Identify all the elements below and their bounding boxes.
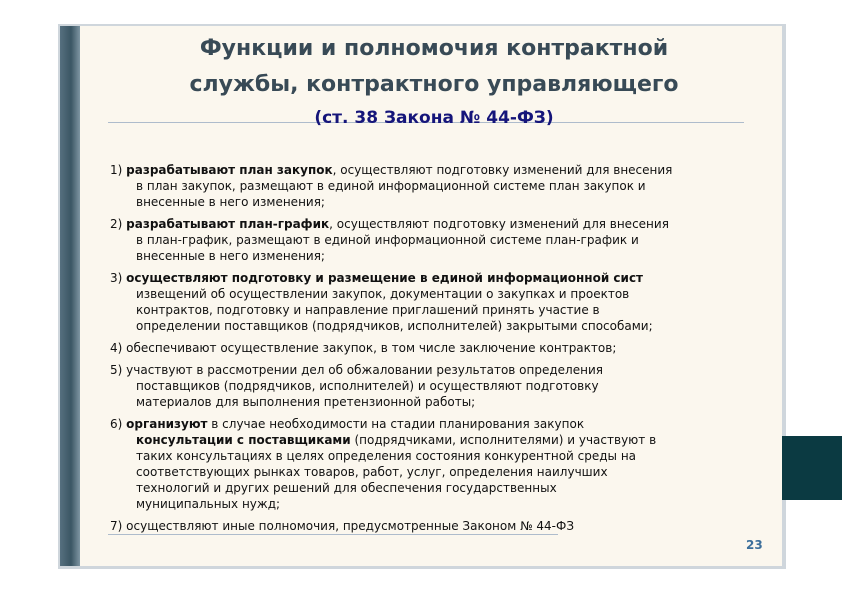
list-item — [110, 340, 842, 356]
list-item — [110, 216, 842, 264]
item-text: в случае необходимости на стадии планирования закупок — [207, 417, 585, 431]
item-number: 5) — [110, 363, 123, 377]
item-line: извещений об осуществлении закупок, документации о закупках и проектов — [136, 287, 630, 301]
item-text: (подрядчиками, исполнителями) и участвуют в — [350, 433, 657, 447]
item-line: соответствующих рынках товаров, работ, услуг, определения наилучших — [136, 465, 608, 479]
item-bold-text: организуют — [126, 417, 208, 431]
item-number: 2) — [110, 217, 123, 231]
item-bold-text: осуществляют подготовку и размещение в единой информационной сист — [126, 271, 644, 285]
item-number: 3) — [110, 271, 123, 285]
item-text: осуществляют иные полномочия, предусмотренные Законом № 44-ФЗ — [126, 519, 575, 533]
item-bold-text: консультации с поставщиками — [136, 433, 351, 447]
slide-subtitle: (ст. 38 Закона № 44-ФЗ) — [314, 108, 554, 128]
item-line: технологий и других решений для обеспечения государственных — [136, 481, 557, 495]
item-number: 6) — [110, 417, 123, 431]
item-number: 1) — [110, 163, 123, 177]
item-text: , осуществляют подготовку изменений для внесения — [329, 217, 669, 231]
item-line: внесенные в него изменения; — [136, 249, 325, 263]
item-line: муниципальных нужд; — [136, 497, 281, 511]
slide-title-line-2: службы, контрактного управляющего — [189, 72, 679, 97]
item-line: в план-график, размещают в единой информационной системе план-график и — [136, 233, 639, 247]
item-line: в план закупок, размещают в единой информационной системе план закупок и — [136, 179, 646, 193]
item-bold-text: разрабатывают план закупок — [126, 163, 333, 177]
slide-left-accent-bar — [60, 26, 80, 566]
item-line: контрактов, подготовку и направление приглашений принять участие в — [136, 303, 600, 317]
item-line: таких консультациях в целях определения состояния конкурентной среды на — [136, 449, 637, 463]
item-text: , осуществляют подготовку изменений для внесения — [332, 163, 673, 177]
item-line: поставщиков (подрядчиков, исполнителей) и осуществляют подготовку — [136, 379, 599, 393]
item-bold-text: разрабатывают план-график — [126, 217, 330, 231]
functions-list — [110, 162, 842, 540]
page-number: 23 — [746, 538, 763, 552]
list-item — [110, 270, 842, 334]
item-number: 7) — [110, 519, 123, 533]
footer-divider — [108, 534, 558, 535]
item-number: 4) — [110, 341, 123, 355]
slide-title-line-1: Функции и полномочия контрактной — [199, 36, 669, 61]
item-line: внесенные в него изменения; — [136, 195, 325, 209]
list-item — [110, 162, 842, 210]
item-text: обеспечивают осуществление закупок, в том числе заключение контрактов; — [126, 341, 617, 355]
item-line: материалов для выполнения претензионной работы; — [136, 395, 476, 409]
item-line: определении поставщиков (подрядчиков, исполнителей) закрытыми способами; — [136, 319, 653, 333]
list-item — [110, 362, 842, 410]
item-text: участвуют в рассмотрении дел об обжаловании результатов определения — [126, 363, 603, 377]
list-item — [110, 416, 842, 512]
list-item — [110, 518, 842, 534]
